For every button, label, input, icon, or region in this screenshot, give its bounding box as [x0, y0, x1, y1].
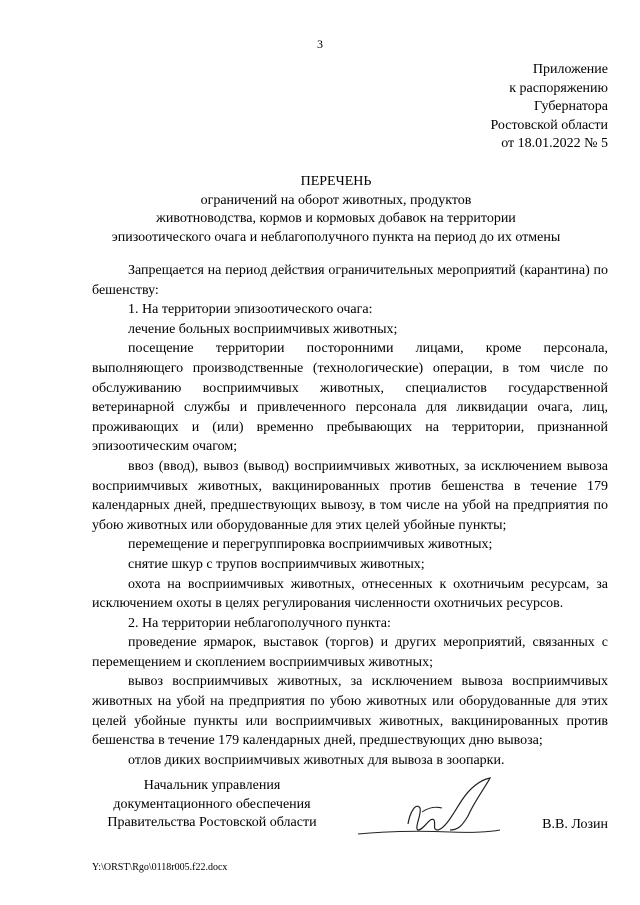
signatory-position-line: Правительства Ростовской области [107, 815, 317, 830]
body-paragraph: снятие шкур с трупов восприимчивых животных; [128, 556, 425, 572]
signatory-position-line: документационного обеспечения [113, 796, 311, 812]
signatory-name: В.В. Лозин [542, 817, 608, 832]
signatory-position-line: Начальник управления [143, 778, 281, 793]
page-number: 3 [317, 37, 323, 51]
body-paragraph: охота на восприимчивых животных, отнесенных к охотничьим ресурсам, за исключением охоты в целях регулирования численности охотничьих ресурсов. [92, 576, 608, 612]
document-title [64, 173, 608, 247]
body-paragraph: Запрещается на период действия ограничительных мероприятий (карантина) по бешенству: [92, 263, 608, 298]
title-subtitle-line: ограничений на оборот животных, продуктов [200, 192, 472, 208]
body-paragraph: отлов диких восприимчивых животных для вывоза в зоопарки. [128, 752, 505, 768]
appendix-header [490, 61, 608, 154]
appendix-line: от 18.01.2022 № 5 [501, 136, 608, 151]
section-heading: 1. На территории эпизоотического очага: [128, 302, 373, 318]
title-subtitle-line: животноводства, кормов и кормовых добавок на территории [156, 211, 516, 226]
body-paragraph: лечение больных восприимчивых животных; [128, 321, 398, 337]
body-paragraph: посещение территории посторонними лицами, кроме персонала, выполняющего производственные (технологические) операции, в том числе по обслуживанию восприимчивых животных, специалистов государственной ветеринарной службы и привлеченного персонала для ликвидации очага, лиц, проживающих и (или) временно пребывающих на территории, признанной эпизоотическим очагом; [92, 341, 608, 455]
handwritten-signature [350, 772, 510, 848]
appendix-line: Губернатора [533, 99, 608, 114]
appendix-line: Ростовской области [490, 117, 608, 133]
document-body [92, 261, 608, 770]
file-path-footer: Y:\ORST\Rgo\0118r005.f22.docx [92, 862, 228, 873]
title-heading: ПЕРЕЧЕНЬ [300, 174, 372, 189]
section-heading: 2. На территории неблагополучного пункта: [128, 615, 391, 631]
body-paragraph: вывоз восприимчивых животных, за исключением вывоза восприимчивых животных на убой на предприятия по убою животных или оборудованные для этих целей убойные пункты или восприимчивых животных, вакцинированных против бешенства в течение 179 календарных дней, предшествующих дню вывоза; [92, 674, 608, 749]
appendix-line: Приложение [532, 62, 608, 77]
signatory-position [92, 777, 332, 833]
title-subtitle-line: эпизоотического очага и неблагополучного пункта на период до их отмены [111, 229, 561, 245]
appendix-line: к распоряжению [509, 80, 608, 96]
body-paragraph: ввоз (ввод), вывоз (вывод) восприимчивых животных, за исключением вывоза восприимчивых животных, вакцинированных против бешенства в течение 179 календарных дней, предшествующих вывозу, в том числе на убой на предприятия по убою животных или оборудованные для этих целей убойные пункты; [92, 458, 608, 533]
body-paragraph: перемещение и перегруппировка восприимчивых животных; [128, 537, 493, 553]
body-paragraph: проведение ярмарок, выставок (торгов) и других мероприятий, связанных с перемещением и скоплением восприимчивых животных; [92, 635, 608, 670]
